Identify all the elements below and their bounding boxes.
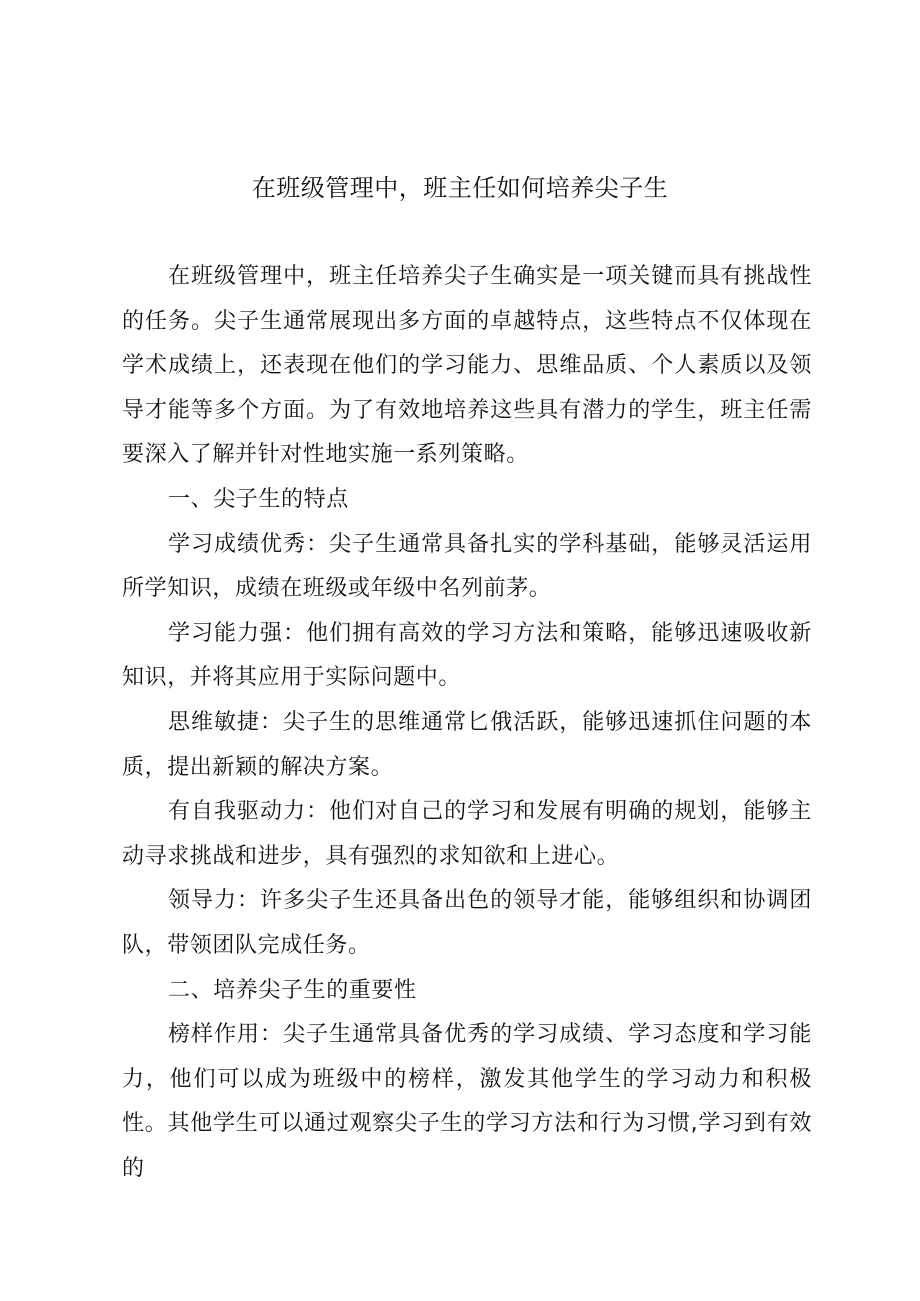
section-heading-characteristics: 一、尖子生的特点 — [168, 486, 349, 512]
paragraph-learning-ability: 学习能力强：他们拥有高效的学习方法和策略，能够迅速吸收新知识，并将其应用于实际问题中。 — [122, 620, 812, 691]
paragraph-self-drive: 有自我驱动力：他们对自己的学习和发展有明确的规划，能够主动寻求挑战和进步，具有强烈的求知欲和上进心。 — [122, 799, 812, 869]
document-body — [122, 255, 812, 1191]
intro-paragraph: 在班级管理中，班主任培养尖子生确实是一项关键而具有挑战性的任务。尖子生通常展现出多方面的卓越特点，这些特点不仅体现在学术成绩上，还表现在他们的学习能力、思维品质、个人素质以及领导才能等多个方面。为了有效地培养这些具有潜力的学生，班主任需要深入了解并针对性地实施一系列策略。 — [122, 264, 812, 468]
paragraph-quick-thinking: 思维敏捷：尖子生的思维通常匕俄活跃，能够迅速抓住问题的本质，提出新颖的解决方案。 — [122, 709, 812, 780]
section-heading-importance: 二、培养尖子生的重要性 — [168, 977, 417, 1003]
paragraph-academic-performance: 学习成绩优秀：尖子生通常具备扎实的学科基础，能够灵活运用所学知识，成绩在班级或年级中名列前茅。 — [122, 531, 812, 602]
document-title: 在班级管理中，班主任如何培养尖子生 — [251, 174, 669, 202]
paragraph-role-model: 榜样作用：尖子生通常具备优秀的学习成绩、学习态度和学习能力，他们可以成为班级中的榜样，激发其他学生的学习动力和积极性。其他学生可以通过观察尖子生的学习方法和行为习惯,学习到有效的 — [122, 1022, 812, 1181]
paragraph-leadership: 领导力：许多尖子生还具备出色的领导才能，能够组织和协调团队，带领团队完成任务。 — [122, 888, 812, 958]
